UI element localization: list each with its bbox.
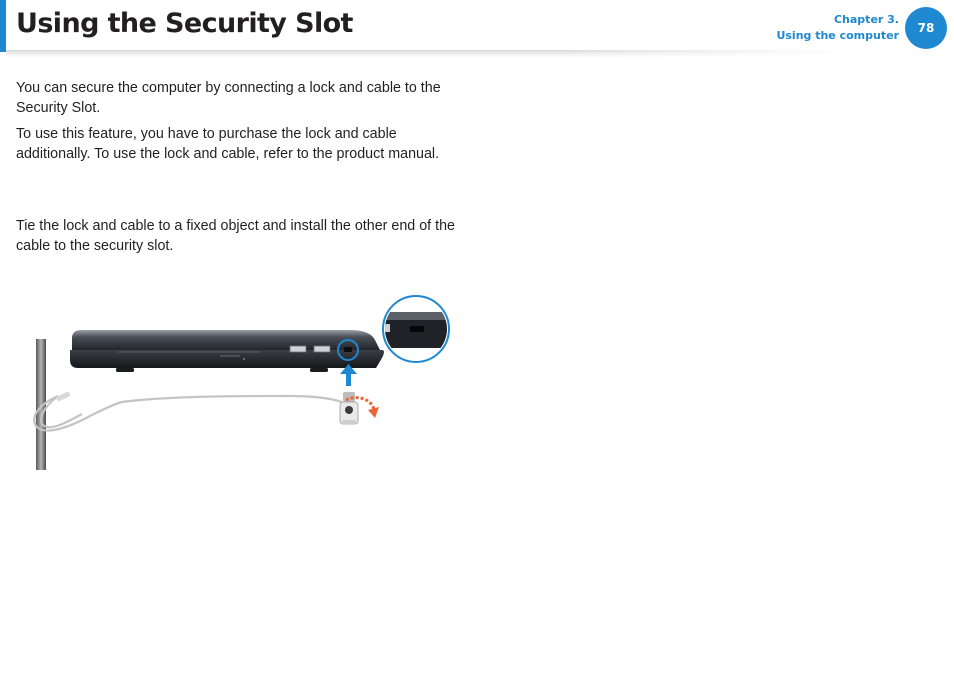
header-divider-fade [560,50,840,58]
page-number-badge: 78 [905,7,947,49]
cable-icon [34,396,342,431]
header-accent-bar [0,0,6,52]
page-title: Using the Security Slot [16,8,353,39]
kensington-lock-icon [340,392,358,424]
intro-paragraph: You can secure the computer by connecting a lock and cable to the Security Slot. [16,80,441,116]
security-slot-illustration [30,292,455,470]
laptop-side-view [70,330,384,372]
instruction-paragraph: Tie the lock and cable to a fixed object and install the other end of the cable to the security slot. [16,218,455,254]
chapter-title: Using the computer [776,29,899,42]
chapter-heading[interactable] [776,12,899,44]
security-slot-zoom [380,296,451,362]
purchase-note-paragraph: To use this feature, you have to purchase the lock and cable additionally. To use the lock and cable, refer to the product manual. [16,126,440,162]
chapter-number: Chapter 3. [833,13,899,26]
